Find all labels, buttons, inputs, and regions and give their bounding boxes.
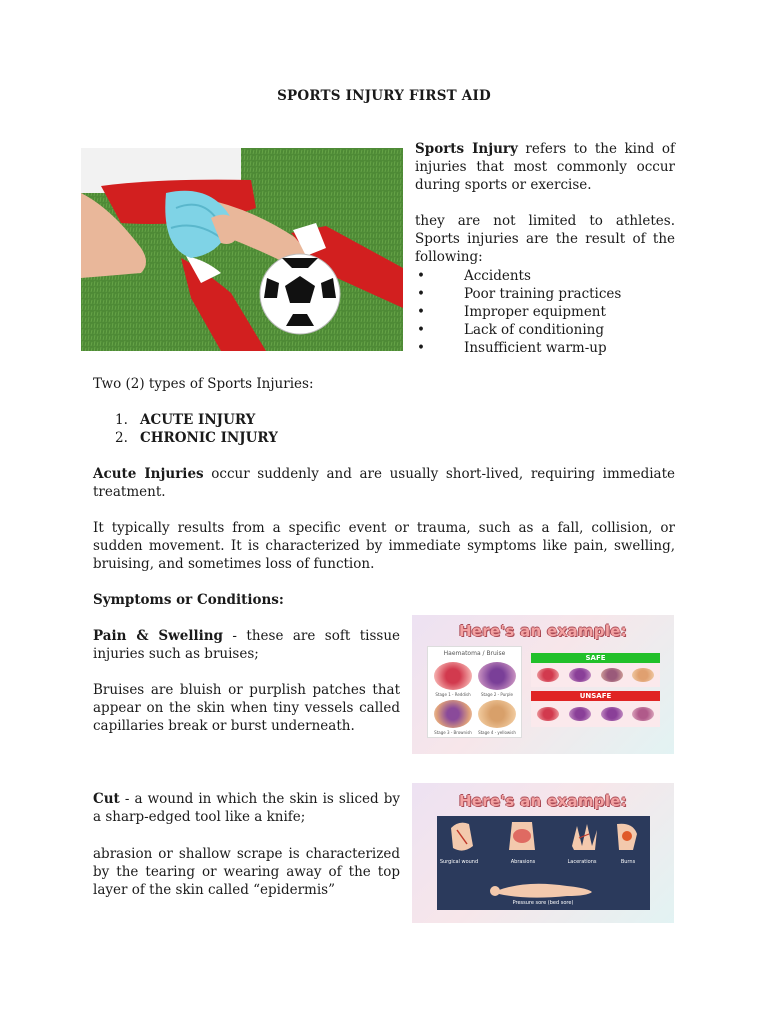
causes-list (415, 267, 675, 357)
acute-term: Acute Injuries (93, 466, 204, 482)
bruise-paragraph: Bruises are bluish or purplish patches that appear on the skin when tiny vessels called capillaries break or burst underneath. (93, 682, 400, 734)
types-heading: Two (2) types of Sports Injuries: (93, 376, 314, 392)
example-title: Here's an example: (458, 792, 628, 810)
unsafe-swatch (569, 707, 591, 721)
wound-types-panel (437, 816, 650, 910)
list-item: • Lack of conditioning (417, 322, 605, 338)
acute-paragraph: Acute Injuries occur suddenly and are usually short-lived, requiring immediate treatment. (93, 466, 675, 500)
bruise-stage-1 (434, 662, 472, 690)
safe-swatch (569, 668, 591, 682)
page-title: SPORTS INJURY FIRST AID (277, 88, 491, 104)
sports-injury-term: Sports Injury (415, 141, 518, 157)
pain-swelling-paragraph: Pain & Swelling - these are soft tissue injuries such as bruises; (93, 628, 401, 662)
pain-swelling-term: Pain & Swelling (93, 628, 223, 644)
list-item: • Accidents (417, 268, 531, 284)
bullet-icon: • (417, 340, 425, 356)
burns-label: Burns (620, 859, 636, 865)
stage-1-label: Stage 1 - Reddish (435, 692, 471, 697)
cut-paragraph: Cut - a wound in which the skin is sliced by a sharp-edged tool like a knife; (93, 791, 400, 825)
haematoma-box-title: Haematoma / Bruise (443, 650, 506, 657)
bruise-stage-3 (434, 700, 472, 728)
safe-swatch (632, 668, 654, 682)
stage-2-label: Stage 2 - Purple (481, 692, 513, 697)
pressure-sore-icon (499, 884, 592, 898)
abrasions-icon-mark (513, 829, 531, 843)
safe-swatch (601, 668, 623, 682)
pressure-sore-icon-head (490, 886, 500, 896)
unsafe-swatch (601, 707, 623, 721)
list-item: 2. CHRONIC INJURY (115, 430, 278, 446)
list-item: • Poor training practices (417, 286, 622, 302)
symptoms-heading: Symptoms or Conditions: (93, 592, 284, 608)
lacerations-icon (572, 824, 597, 850)
surgical-wound-label: Surgical wound (439, 859, 479, 865)
intro-paragraph (415, 140, 675, 194)
unsafe-swatch (632, 707, 654, 721)
bullet-icon: • (417, 322, 425, 338)
stage-4-label: Stage 4 - yellowish (478, 730, 516, 735)
injury-types-list (115, 411, 278, 447)
safe-band: SAFE (531, 653, 660, 663)
unsafe-swatches (531, 701, 660, 727)
hero-image-injured-player (81, 148, 403, 351)
unsafe-swatch (537, 707, 559, 721)
list-item: • Insufficient warm-up (417, 340, 607, 356)
acute-detail-paragraph: It typically results from a specific event or trauma, such as a fall, collision, or sudden movement. It is characterized by immediate symptoms like pain, swelling, bruising, and sometimes loss of function. (93, 520, 675, 572)
intro-second-paragraph: they are not limited to athletes. Sports injuries are the result of the following: (415, 213, 675, 265)
wound-example-image (412, 783, 674, 923)
abrasion-paragraph: abrasion or shallow scrape is characterized by the tearing or wearing away of the top layer of the skin called “epidermis” (93, 846, 400, 898)
list-item: • Improper equipment (417, 304, 606, 320)
example-title: Here's an example: (458, 622, 628, 640)
stage-3-label: Stage 3 - Brownish (434, 730, 472, 735)
unsafe-band: UNSAFE (531, 691, 660, 701)
bullet-icon: • (417, 304, 425, 320)
haematoma-box (427, 646, 522, 738)
burns-icon-mark (622, 831, 632, 841)
bullet-icon: • (417, 268, 425, 284)
bruise-example-image (412, 615, 674, 754)
lacerations-label: Lacerations (567, 859, 597, 865)
abrasions-label: Abrasions (510, 859, 536, 865)
safe-swatch (537, 668, 559, 682)
bruise-stage-2 (478, 662, 516, 690)
safe-swatches (531, 663, 660, 687)
pressure-sore-label: Pressure sore (bed sore) (512, 900, 574, 906)
list-item: 1. ACUTE INJURY (115, 412, 256, 428)
hero-illustration (81, 148, 403, 351)
bullet-icon: • (417, 286, 425, 302)
sports-injury-definition: refers to the kind of injuries that most commonly occur during sports or exercise. (415, 141, 675, 193)
bruise-stage-4 (478, 700, 516, 728)
cut-term: Cut (93, 791, 120, 807)
